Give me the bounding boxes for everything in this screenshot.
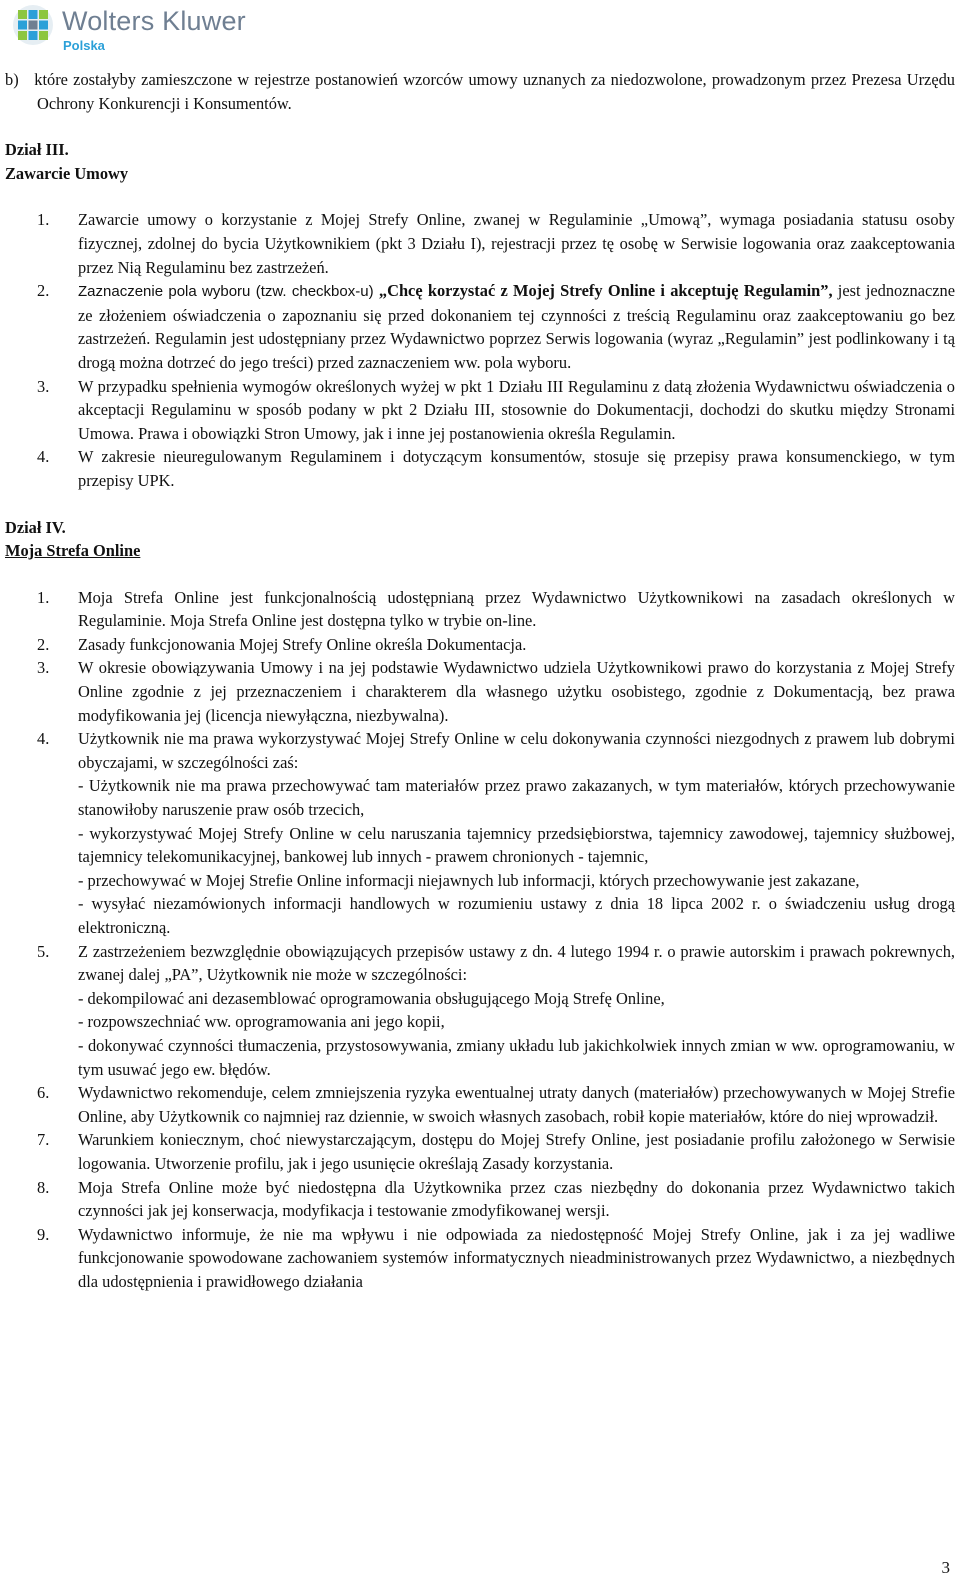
- section4-item-7: [5, 1128, 955, 1175]
- item-line: W okresie obowiązywania Umowy i na jej podstawie Wydawnictwo udziela Użytkownikowi prawo do korzystania z Mojej Strefy Online zgodnie z jej przeznaczeniem i charakterem dla własnego użytku osobistego, zgodnie z Dokumentacją, bez prawa modyfikowania jej (licencja niewyłączna, niezbywalna).: [78, 658, 955, 725]
- item-number: 1.: [37, 210, 50, 230]
- section3-list: [5, 208, 955, 492]
- item-line: Wydawnictwo rekomenduje, celem zmniejszenia ryzyka ewentualnej utraty danych (materiałów) przechowywanych w Mojej Strefie Online, aby Użytkownik co najmniej raz dziennie, w swoich własnych zasobach, robił kopie materiałów, które do niej wprowadził.: [78, 1083, 955, 1126]
- intro-b-text: które zostałyby zamieszczone w rejestrze postanowień wzorców umowy uznanych za niedozwolone, prowadzonym przez Prezesa Urzędu Ochrony Konkurencji i Konsumentów.: [34, 70, 956, 113]
- section4-title: Dział IV.: [5, 517, 66, 537]
- item-number: 3.: [37, 376, 50, 396]
- item-line: - przechowywać w Mojej Strefie Online informacji niejawnych lub informacji, których przechowywanie jest zakazane,: [78, 870, 860, 890]
- brand-sub: Polska: [63, 38, 105, 53]
- intro-b-item: [5, 68, 956, 115]
- item-number: 9.: [37, 1224, 50, 1244]
- wolters-kluwer-logo: [6, 2, 246, 54]
- section4-item-4: [5, 727, 955, 939]
- item-line: - dokonywać czynności tłumaczenia, przystosowywania, zmiany układu lub jakichkolwiek innych zmian w ww. oprogramowaniu, w tym usuwać jego ew. błędów.: [78, 1035, 955, 1079]
- section3-subtitle: Zawarcie Umowy: [5, 163, 129, 183]
- item-line: Zasady funkcjonowania Mojej Strefy Online określa Dokumentacja.: [78, 634, 527, 654]
- page-number: 3: [941, 1558, 950, 1577]
- item-line: - dekompilować ani dezasemblować oprogramowania obsługującego Moją Strefę Online,: [78, 988, 665, 1008]
- section4-item-8: [5, 1176, 955, 1223]
- document-body: [5, 68, 955, 1294]
- section3-item-2: [5, 279, 955, 374]
- section4-subtitle: Moja Strefa Online: [5, 541, 141, 561]
- section3-item-3: [5, 375, 955, 446]
- item-line: Użytkownik nie ma prawa wykorzystywać Mojej Strefy Online w celu dokonywania czynności niezgodnych z prawem lub dobrymi obyczajami, w szczególności zaś:: [78, 729, 955, 772]
- section3-item-4: [5, 445, 955, 492]
- item-text: Zawarcie umowy o korzystanie z Mojej Strefy Online, zwanej w Regulaminie „Umową”, wymaga posiadania statusu osoby fizycznej, zdolnej do bycia Użytkownikiem (pkt 3 Działu I), rejestracji przez tę osobę w Serwisie logowania oraz zaakceptowania przez Nią Regulaminu bez zastrzeżeń.: [78, 210, 955, 277]
- item-number: 4.: [37, 729, 50, 749]
- item-text: W przypadku spełnienia wymogów określonych wyżej w pkt 1 Działu III Regulaminu z datą złożenia Wydawnictwu oświadczenia o akceptacji Regulaminu w sposób podany w pkt 2 Działu III, stosownie do Dokumentacji, dochodzi do skutku między Stronami Umowa. Prawa i obowiązki Stron Umowy, jak i inne jej postanowienia określa Regulamin.: [78, 376, 955, 443]
- item-text: W zakresie nieuregulowanym Regulaminem i dotyczącym konsumentów, stosuje się przepisy prawa konsumenckiego, w tym przepisy UPK.: [78, 447, 955, 490]
- section4-list: [5, 586, 955, 1294]
- section4-item-6: [5, 1081, 955, 1128]
- item-line: Warunkiem koniecznym, choć niewystarczającym, dostępu do Mojej Strefy Online, jest posiadanie profilu założonego w Serwisie logowania. Utworzenie profilu, jak i jego usunięcie określają Zasady korzystania.: [78, 1130, 955, 1173]
- section3-item-1: [5, 208, 955, 279]
- section4-item-5: [5, 940, 955, 1082]
- item-line: - wykorzystywać Mojej Strefy Online w celu naruszania tajemnicy przedsiębiorstwa, tajemnicy zawodowej, tajemnicy służbowej, tajemnicy telekomunikacyjnej, bankowej lub innych - prawem chronionych - tajemnic,: [78, 823, 955, 867]
- item-line: - rozpowszechniać ww. oprogramowania ani jego kopii,: [78, 1012, 445, 1032]
- item-line: Moja Strefa Online może być niedostępna dla Użytkownika przez czas niezbędny do dokonania przez Wydawnictwo takich czynności jak jej konserwacja, modyfikacja i testowanie zmodyfikowanej wersji.: [78, 1177, 955, 1221]
- item-number: 4.: [37, 447, 50, 467]
- section4-item-3: [5, 656, 955, 727]
- item-number: 5.: [37, 941, 50, 961]
- item-number: 1.: [37, 587, 50, 607]
- item-number: 6.: [37, 1083, 50, 1103]
- section4-item-9: [5, 1223, 955, 1294]
- section3-title: Dział III.: [5, 140, 69, 160]
- logo-mark-icon: [12, 4, 54, 46]
- item-line: Moja Strefa Online jest funkcjonalnością udostępnianą przez Wydawnictwo Użytkownikowi na zasadach określonych w Regulaminie. Moja Strefa Online jest dostępna tylko w trybie on-line.: [78, 587, 955, 631]
- item-line: Z zastrzeżeniem bezwzględnie obowiązujących przepisów ustawy z dn. 4 lutego 1994 r. o prawie autorskim i prawach pokrewnych, zwanej dalej „PA”, Użytkownik nie może w szczególności:: [78, 941, 955, 985]
- item-line: Wydawnictwo informuje, że nie ma wpływu i nie odpowiada za niedostępność Mojej Strefy Online, jak i za jej wadliwe funkcjonowanie spowodowane zachowaniem systemów informatycznych nieadministrowanych przez Wydawnictwo, a niezbędnych dla udostępnienia i prawidłowego działania: [78, 1224, 955, 1291]
- brand-name: Wolters Kluwer: [62, 6, 246, 36]
- item-text-b: jest jednoznaczne ze złożeniem oświadczenia o zapoznaniu się przed dokonaniem tej czynności z treścią Regulaminu oraz zaakceptowaniu go bez zastrzeżeń. Regulamin jest udostępniany przez Wydawnictwo poprzez Serwis logowania (wyraz „Regulamin” jest podlinkowany i tą drogą można dotrzeć do jego treści) przed zaznaczeniem ww. pola wyboru.: [78, 281, 956, 372]
- item-line: - wysyłać niezamówionych informacji handlowych w rozumieniu ustawy z dnia 18 lipca 2002 r. o świadczeniu usług drogą elektroniczną.: [78, 894, 955, 937]
- intro-b-label: b): [5, 70, 19, 89]
- section4-item-1: [5, 586, 955, 633]
- item-number: 2.: [37, 634, 50, 654]
- item-number: 8.: [37, 1177, 50, 1197]
- item-number: 3.: [37, 658, 50, 678]
- section4-item-2: [5, 633, 955, 657]
- item-line: - Użytkownik nie ma prawa przechowywać tam materiałów przez prawo zakazanych, w tym materiałów, których przechowywanie stanowiłoby naruszenie praw osób trzecich,: [78, 776, 955, 820]
- item-number: 7.: [37, 1130, 50, 1150]
- item-text-bold: „Chcę korzystać z Mojej Strefy Online i akceptuję Regulamin”,: [378, 281, 833, 301]
- item-number: 2.: [37, 281, 50, 301]
- item-text-a: Zaznaczenie pola wyboru (tzw. checkbox-u): [78, 283, 379, 301]
